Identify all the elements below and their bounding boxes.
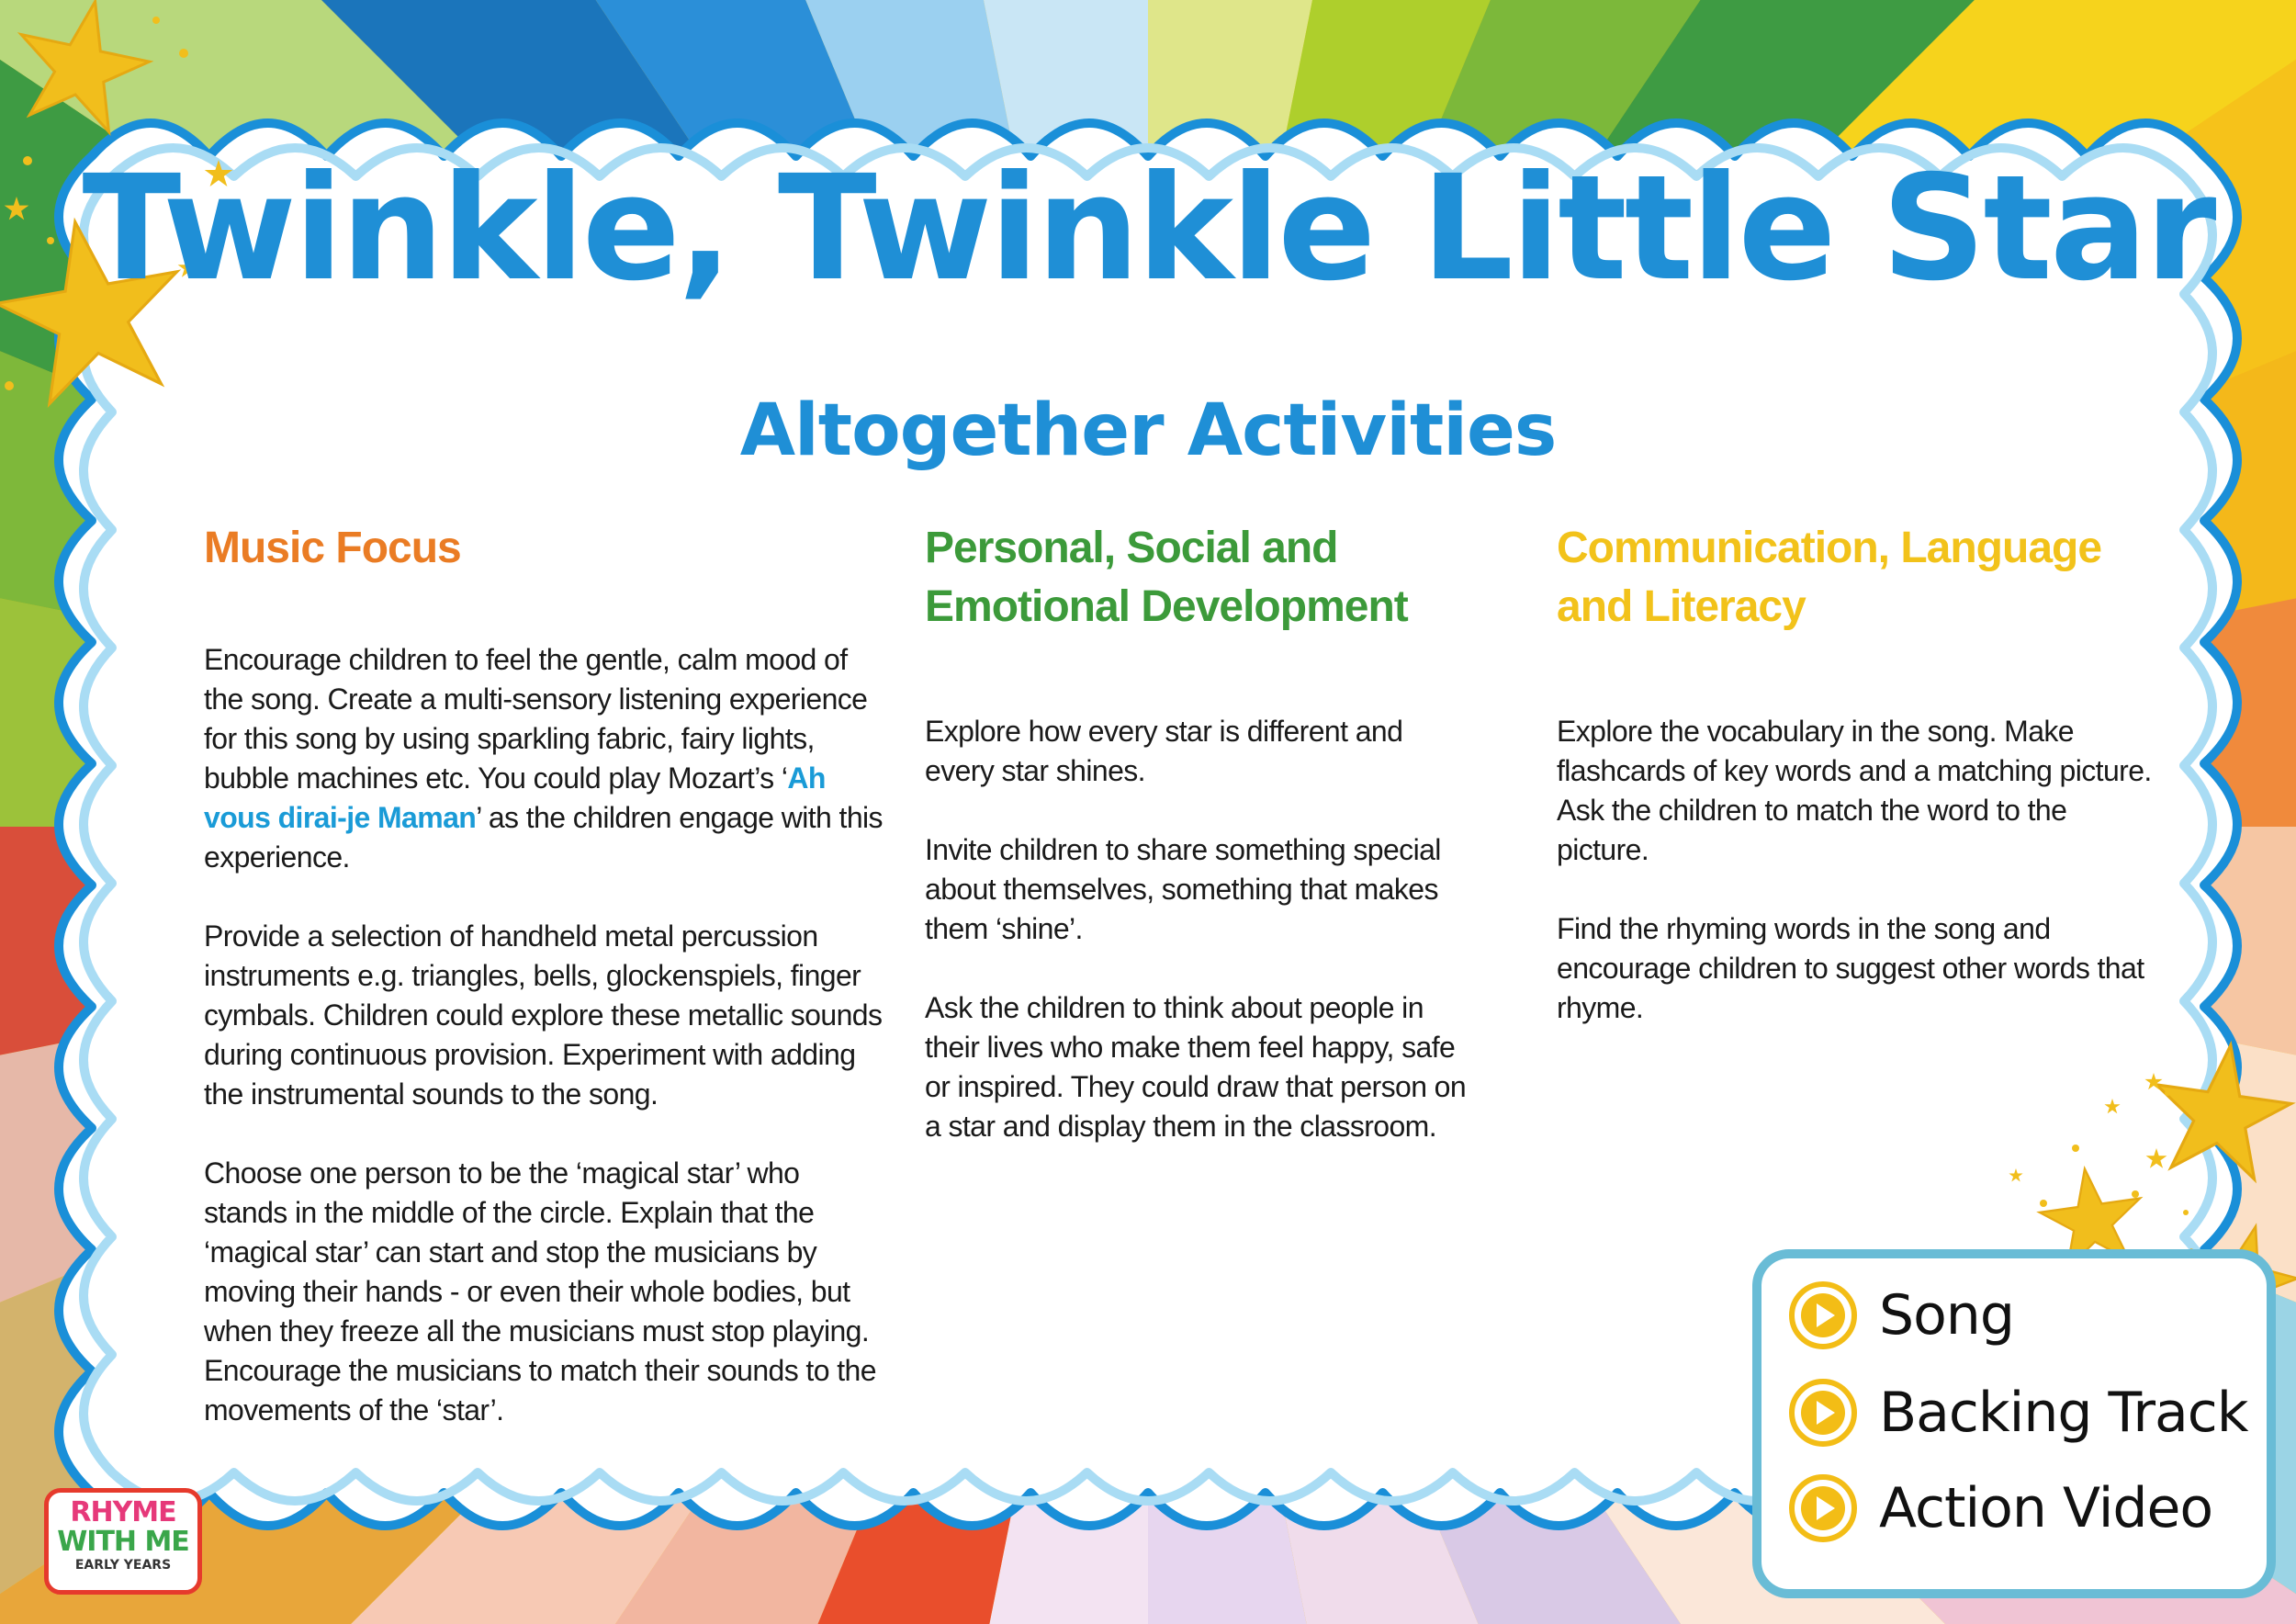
action-video-link[interactable]: [1789, 1472, 2212, 1545]
action-video-label: Action Video: [1879, 1476, 2213, 1540]
cll-column: [1557, 519, 2163, 1067]
play-icon: [1789, 1281, 1857, 1349]
song-title-highlight: Ah vous dirai-je Maman: [204, 761, 826, 834]
psed-paragraph-1: Explore how every star is different and every star shines.: [925, 715, 1403, 787]
psed-paragraph-2: Invite children to share something special about themselves, something that makes them ‘shine’.: [925, 833, 1441, 945]
psed-paragraph-3: Ask the children to think about people in their lives who make them feel happy, safe or inspired. They could draw that person on a star and display them in the classroom.: [925, 991, 1467, 1143]
music-focus-paragraph-2: Provide a selection of handheld metal percussion instruments e.g. triangles, bells, glockenspiels, finger cymbals. Children could explore these metallic sounds during continuous provision. Experiment with adding the instrumental sounds to the song.: [204, 919, 883, 1111]
music-focus-paragraph-3: Choose one person to be the ‘magical star’ who stands in the middle of the circle. Explain that the ‘magical star’ can start and stop the musicians by moving their hands - or even their whole bodies, but when they freeze all the musicians must stop playing. Encourage the musicians to match their sounds to the movements of the ‘star’.: [204, 1156, 876, 1427]
cll-paragraph-2: Find the rhyming words in the song and encourage children to suggest other words that rhyme.: [1557, 912, 2144, 1024]
rhyme-with-me-logo: [44, 1488, 202, 1595]
backing-track-link[interactable]: [1789, 1376, 2248, 1449]
psed-heading: Personal, Social and Emotional Development: [925, 524, 1408, 631]
page-title: Twinkle, Twinkle Little Star: [82, 144, 2214, 313]
cll-heading: Communication, Language and Literacy: [1557, 524, 2102, 631]
page-subtitle: Altogether Activities: [739, 389, 1557, 472]
backing-track-label: Backing Track: [1879, 1381, 2248, 1445]
logo-line-2: WITH ME: [57, 1526, 189, 1558]
song-label: Song: [1879, 1283, 2014, 1348]
play-icon: [1789, 1379, 1857, 1447]
logo-line-3: EARLY YEARS: [74, 1558, 172, 1573]
music-focus-column: [204, 519, 884, 1470]
music-focus-heading: Music Focus: [204, 524, 461, 572]
psed-column: [925, 519, 1476, 1186]
cll-paragraph-1: Explore the vocabulary in the song. Make flashcards of key words and a matching picture. Ask the children to match the word to the picture.: [1557, 715, 2152, 866]
music-focus-paragraph-1: Encourage children to feel the gentle, calm mood of the song. Create a multi-sensory listening experience for this song by using sparkling fabric, fairy lights, bubble machines etc. You could play Mozart’s ‘Ah vous dirai-je Maman’ as the children engage with this experience.: [204, 643, 883, 874]
song-link[interactable]: [1789, 1279, 2014, 1352]
play-icon: [1789, 1474, 1857, 1542]
media-links-panel: [1752, 1249, 2276, 1598]
logo-line-1: RHYME: [70, 1496, 176, 1528]
